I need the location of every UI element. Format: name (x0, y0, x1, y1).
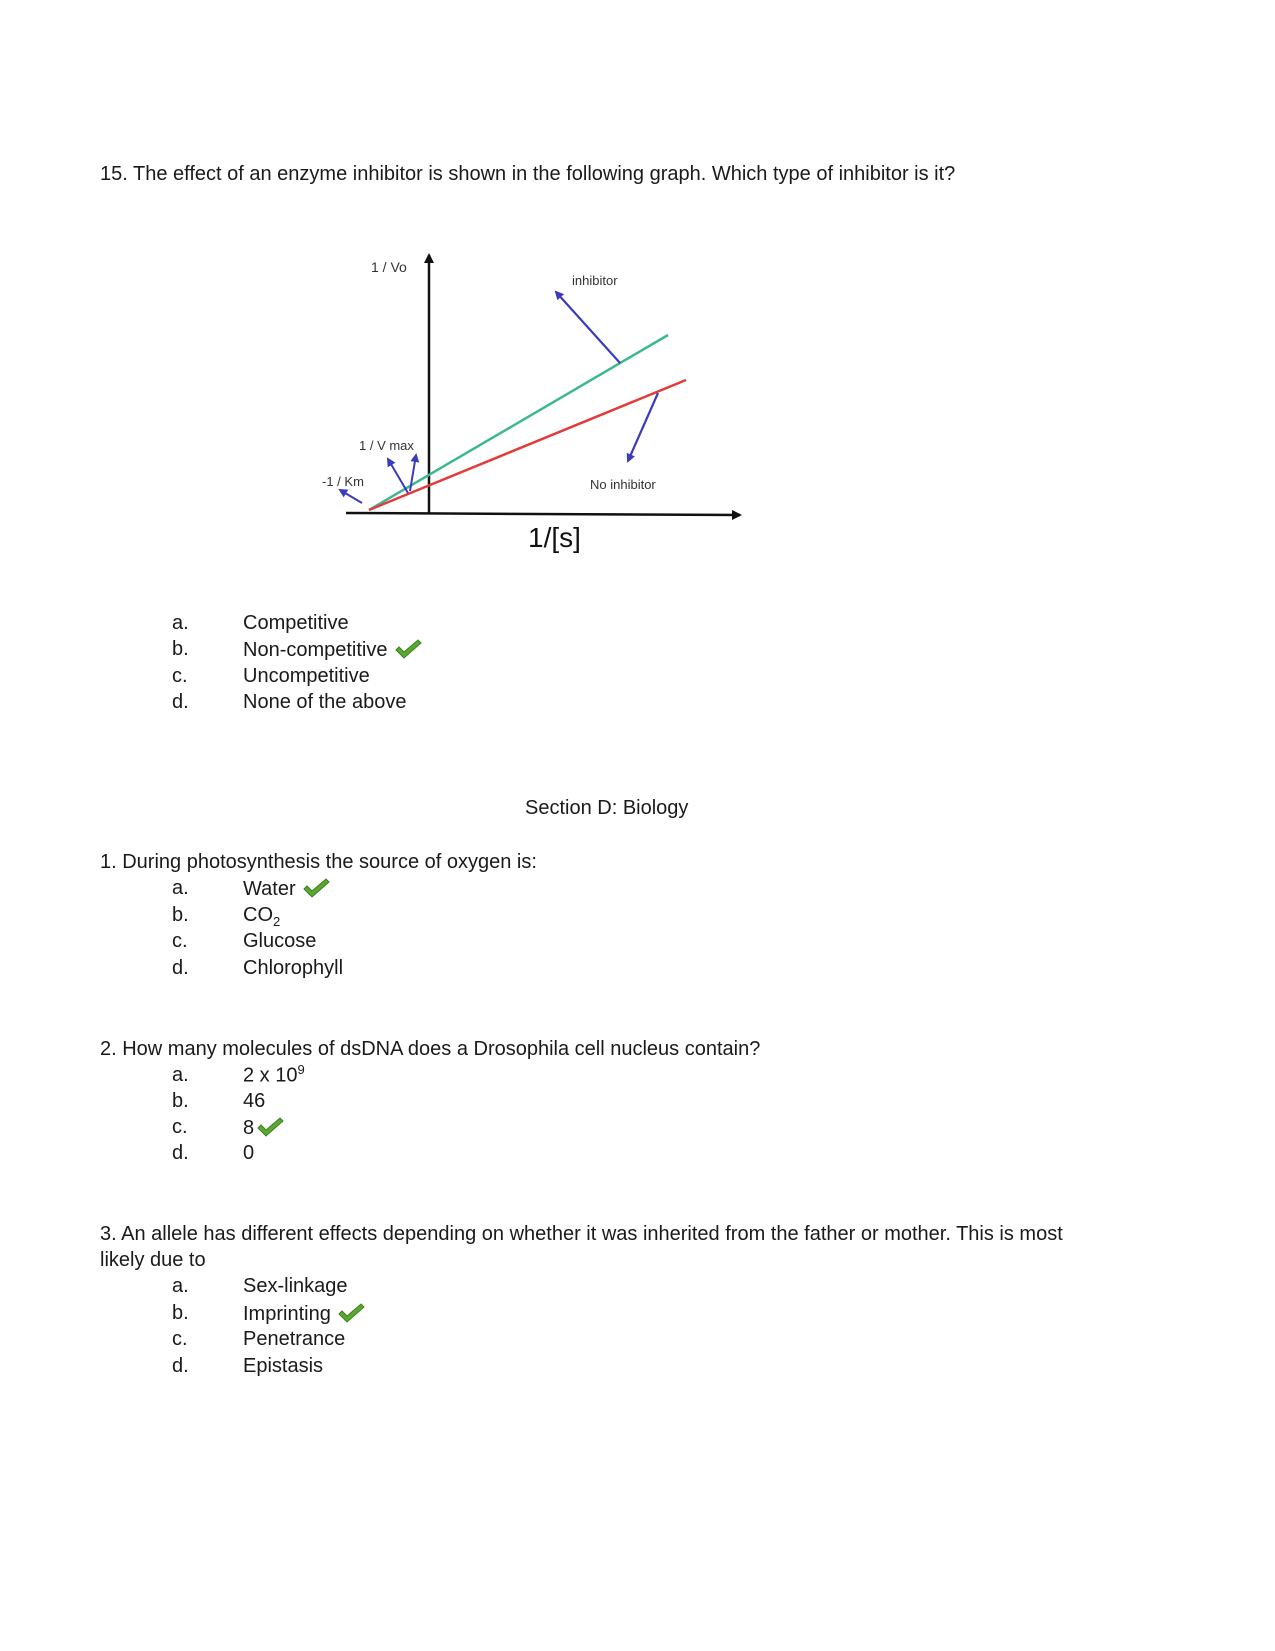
option-answer (243, 1302, 365, 1326)
km-label: -1 / Km (322, 474, 364, 489)
option-text: $CO_2$ (243, 904, 281, 929)
option-letter: d. (172, 957, 189, 979)
option-text: Glucose (243, 930, 317, 952)
option-text: None of the above (243, 691, 407, 713)
option-text: Water (243, 878, 296, 900)
option-letter: c. (172, 1328, 188, 1350)
question-1-text: 1. During photosynthesis the source of oxygen is: (100, 851, 537, 873)
section-title: Section D: Biology (525, 797, 689, 819)
vmax-label: 1 / V max (359, 438, 414, 453)
option-letter: a. (172, 1064, 189, 1086)
y-axis-label: 1 / Vo (371, 259, 407, 275)
option-text: Penetrance (243, 1328, 346, 1350)
inhibitor-label: inhibitor (572, 273, 618, 288)
check-mark-icon (302, 877, 330, 899)
option-text: 8 (243, 1117, 255, 1139)
option-letter: d. (172, 1142, 189, 1164)
inhibitor-arrow (556, 292, 620, 363)
option-letter: b. (172, 1302, 189, 1324)
option-letter: b. (172, 638, 189, 660)
option-text: 46 (243, 1090, 266, 1112)
option-letter: d. (172, 691, 189, 713)
option-text: Sex-linkage (243, 1275, 348, 1297)
option-letter: b. (172, 1090, 189, 1112)
question-2-text: 2. How many molecules of dsDNA does a Drosophila cell nucleus contain? (100, 1038, 761, 1060)
option-text: Chlorophyll (243, 957, 344, 979)
x-axis (346, 513, 740, 515)
option-letter: b. (172, 904, 189, 926)
enzyme-kinetics-graph (300, 245, 760, 555)
option-text: 2 x $10^9$ (243, 1062, 305, 1087)
option-letter: a. (172, 1275, 189, 1297)
vmax-arrow-1 (388, 459, 408, 493)
option-letter: c. (172, 1116, 188, 1138)
question-15-text: 15. The effect of an enzyme inhibitor is shown in the following graph. Which type of inhibitor is it? (100, 163, 956, 185)
option-answer (243, 1116, 284, 1140)
option-text: Epistasis (243, 1355, 324, 1377)
check-mark-icon (256, 1116, 284, 1138)
no-inhibitor-label: No inhibitor (590, 477, 656, 492)
option-text: Uncompetitive (243, 665, 370, 687)
check-mark-icon (337, 1302, 365, 1324)
option-answer (243, 638, 422, 662)
option-text: 0 (243, 1142, 255, 1164)
option-text: Non-competitive (243, 639, 388, 661)
option-letter: a. (172, 877, 189, 899)
check-mark-icon (394, 638, 422, 660)
km-arrow (340, 490, 362, 503)
option-letter: c. (172, 930, 188, 952)
question-3-text-line2: likely due to (100, 1249, 206, 1271)
x-axis-label: 1/[s] (528, 522, 581, 553)
option-answer (243, 877, 330, 901)
option-text: Imprinting (243, 1303, 331, 1325)
option-letter: d. (172, 1355, 189, 1377)
option-letter: a. (172, 612, 189, 634)
option-text: Competitive (243, 612, 349, 634)
question-3-text-line1: 3. An allele has different effects depending on whether it was inherited from the father or mother. This is most (100, 1223, 1063, 1245)
option-letter: c. (172, 665, 188, 687)
